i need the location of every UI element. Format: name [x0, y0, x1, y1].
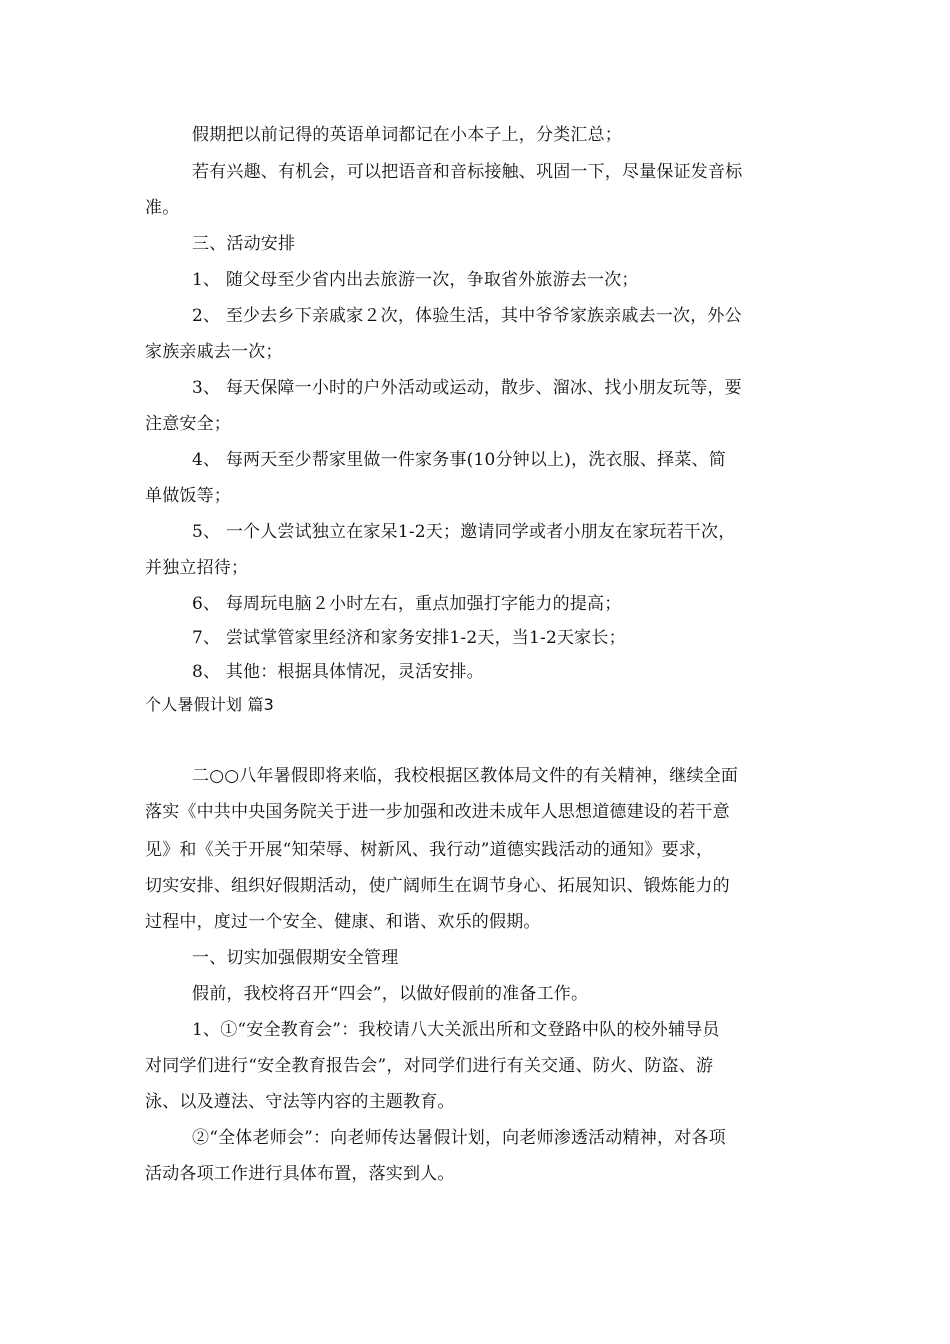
section-title-activities: 三、活动安排	[192, 234, 296, 254]
meeting-1-line2: 对同学们进行“安全教育报告会”，对同学们进行有关交通、防火、防盗、游	[145, 1056, 714, 1076]
section-title-safety: 一、切实加强假期安全管理	[192, 948, 399, 968]
activity-item-5-line2: 并独立招待；	[145, 558, 249, 578]
intro-line-2: 落实《中共中央国务院关于进一步加强和改进未成年人思想道德建设的若干意	[145, 802, 730, 822]
article-heading: 个人暑假计划 篇3	[145, 695, 275, 714]
meeting-1-line1: 1、①“安全教育会”：我校请八大关派出所和文登路中队的校外辅导员	[192, 1020, 720, 1040]
activity-item-3-line1: 3、 每天保障一小时的户外活动或运动，散步、溜冰、找小朋友玩等，要	[192, 378, 742, 398]
meeting-2-line2: 活动各项工作进行具体布置，落实到人。	[145, 1164, 455, 1184]
activity-item-3-line2: 注意安全；	[145, 414, 231, 434]
meeting-2-line1: ②“全体老师会”：向老师传达暑假计划，向老师渗透活动精神，对各项	[192, 1128, 726, 1148]
intro-line-5: 过程中，度过一个安全、健康、和谐、欢乐的假期。	[145, 912, 541, 932]
intro-line-3: 见》和《关于开展“知荣辱、树新风、我行动”道德实践活动的通知》要求，	[145, 840, 714, 860]
paragraph-english-vocab: 假期把以前记得的英语单词都记在小本子上，分类汇总；	[192, 125, 622, 145]
intro-line-1: 二○○八年暑假即将来临，我校根据区教体局文件的有关精神，继续全面	[192, 766, 739, 786]
paragraph-preparation: 假前，我校将召开“四会”，以做好假前的准备工作。	[192, 984, 589, 1004]
activity-item-2-line1: 2、 至少去乡下亲戚家２次，体验生活，其中爷爷家族亲戚去一次，外公	[192, 306, 742, 326]
activity-item-8: 8、 其他：根据具体情况，灵活安排。	[192, 662, 484, 682]
activity-item-4-line2: 单做饭等；	[145, 486, 231, 506]
activity-item-6: 6、 每周玩电脑２小时左右，重点加强打字能力的提高；	[192, 594, 622, 614]
intro-line-4: 切实安排、组织好假期活动，使广阔师生在调节身心、拓展知识、锻炼能力的	[145, 876, 730, 896]
activity-item-1: 1、 随父母至少省内出去旅游一次，争取省外旅游去一次；	[192, 270, 639, 290]
activity-item-4-line1: 4、 每两天至少帮家里做一件家务事(10分钟以上)，洗衣服、择菜、简	[192, 450, 726, 470]
paragraph-phonetics-line1: 若有兴趣、有机会，可以把语音和音标接触、巩固一下，尽量保证发音标	[192, 162, 743, 182]
paragraph-phonetics-line2: 准。	[145, 198, 180, 218]
activity-item-7: 7、 尝试掌管家里经济和家务安排1-2天，当1-2天家长；	[192, 628, 626, 648]
activity-item-2-line2: 家族亲戚去一次；	[145, 342, 283, 362]
activity-item-5-line1: 5、 一个人尝试独立在家呆1-2天；邀请同学或者小朋友在家玩若干次，	[192, 522, 736, 542]
meeting-1-line3: 泳、以及遵法、守法等内容的主题教育。	[145, 1092, 455, 1112]
